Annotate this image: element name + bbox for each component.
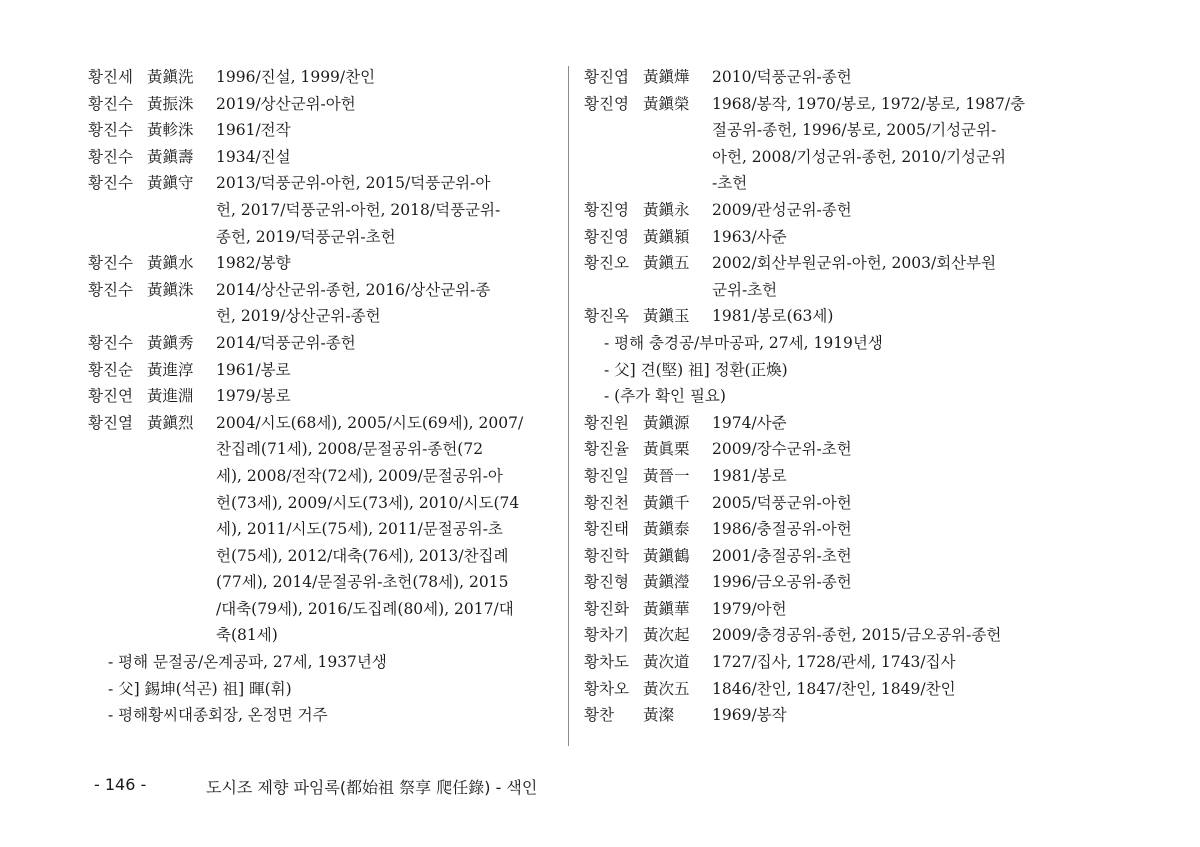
entry-name: 황차오: [584, 679, 629, 698]
entry-hanja: 黃澯: [643, 706, 675, 725]
index-entry: [88, 383, 558, 410]
record-line: /대축(79세), 2016/도집례(80세), 2017/대: [216, 599, 514, 618]
entry-name: 황진율: [584, 440, 629, 459]
entry-name: 황진연: [88, 387, 133, 406]
record-line: 1979/아헌: [712, 599, 787, 618]
entry-record: [712, 702, 1054, 729]
entry-hanja: 黃鎭華: [643, 599, 690, 618]
entry-name: 황진오: [584, 254, 629, 273]
record-line: 헌, 2017/덕풍군위-아헌, 2018/덕풍군위-: [216, 200, 501, 219]
entry-record: [712, 543, 1054, 570]
entry-hanja: 黃軫洙: [147, 121, 194, 140]
index-entry: [88, 330, 558, 357]
entry-name: 황찬: [584, 706, 614, 725]
entry-hanja: 黃次道: [643, 653, 690, 672]
record-line: 2004/시도(68세), 2005/시도(69세), 2007/: [216, 413, 524, 432]
record-line: 종헌, 2019/덕풍군위-초헌: [216, 227, 396, 246]
entry-name: 황진수: [88, 147, 133, 166]
entry-note: - 평해 문절공/온계공파, 27세, 1937년생: [108, 653, 387, 672]
entry-hanja: 黃鎭泰: [643, 520, 690, 539]
entry-name: 황진옥: [584, 307, 629, 326]
entry-hanja: 黃鎭永: [643, 200, 690, 219]
index-entry: [584, 224, 1054, 251]
entry-note: - 평해 충경공/부마공파, 27세, 1919년생: [604, 333, 883, 352]
record-line: 2009/장수군위-초헌: [712, 440, 852, 459]
index-entry: [584, 436, 1054, 463]
entry-name: 황진영: [584, 94, 629, 113]
index-entry: [88, 357, 558, 384]
record-line: 1996/금오공위-종헌: [712, 573, 852, 592]
entry-record: [712, 410, 1054, 437]
entry-record: [712, 676, 1054, 703]
index-entry: [584, 197, 1054, 224]
index-entry: [584, 64, 1054, 91]
index-entry: [584, 91, 1054, 197]
record-line: 찬집례(71세), 2008/문절공위-종헌(72: [216, 440, 484, 459]
right-column: [584, 64, 1054, 729]
record-line: 2019/상산군위-아헌: [216, 94, 356, 113]
record-line: 세), 2011/시도(75세), 2011/문절공위-초: [216, 520, 503, 539]
entry-record: [216, 250, 558, 277]
entry-hanja: 黃次起: [643, 626, 690, 645]
record-line: 1969/봉작: [712, 706, 787, 725]
entry-name: 황진영: [584, 227, 629, 246]
entry-record: [712, 622, 1054, 649]
index-entry: [88, 250, 558, 277]
entry-note: - (추가 확인 필요): [604, 387, 726, 406]
entry-name: 황진수: [88, 94, 133, 113]
record-line: 헌(73세), 2009/시도(73세), 2010/시도(74: [216, 493, 520, 512]
entry-record: [712, 224, 1054, 251]
entry-hanja: 黃鎭榮: [643, 94, 690, 113]
index-entry: [584, 410, 1054, 437]
entry-hanja: 黃鎭水: [147, 254, 194, 273]
record-line: 1961/전작: [216, 121, 291, 140]
entry-hanja: 黃鎭秀: [147, 333, 194, 352]
entry-hanja: 黃鎭源: [643, 413, 690, 432]
entry-record: [712, 649, 1054, 676]
entry-hanja: 黃鎭千: [643, 493, 690, 512]
right-entry-list-a: [584, 64, 1054, 330]
entry-name: 황진엽: [584, 68, 629, 86]
entry-note: - 평해황씨대종회장, 온정면 거주: [108, 706, 328, 725]
entry-hanja: 黃鎭燁: [643, 68, 690, 86]
index-entry: [584, 622, 1054, 649]
entry-record: [216, 117, 558, 144]
entry-hanja: 黃眞栗: [643, 440, 690, 459]
entry-hanja: 黃鎭玉: [643, 307, 690, 326]
index-entry: [88, 64, 558, 91]
entry-hanja: 黃鎭潁: [643, 227, 690, 246]
entry-record: [712, 516, 1054, 543]
entry-name: 황진수: [88, 280, 133, 299]
entry-record: [216, 64, 558, 91]
entry-hanja: 黃鎭五: [643, 254, 690, 273]
entry-hanja: 黃鎭洙: [147, 280, 194, 299]
entry-record: [712, 463, 1054, 490]
record-line: 아헌, 2008/기성군위-종헌, 2010/기성군위: [712, 147, 1006, 166]
entry-hanja: 黃鎭洗: [147, 68, 194, 86]
entry-name: 황진태: [584, 520, 629, 539]
entry-hanja: 黃振洙: [147, 94, 194, 113]
index-entry: [584, 702, 1054, 729]
record-line: 1979/봉로: [216, 387, 291, 406]
entry-record: [216, 383, 558, 410]
entry-name: 황차도: [584, 653, 629, 672]
entry-record: [216, 357, 558, 384]
record-line: 헌, 2019/상산군위-종헌: [216, 307, 381, 326]
record-line: 1981/봉로: [712, 466, 787, 485]
entry-name: 황진형: [584, 573, 629, 592]
index-entry: [88, 91, 558, 118]
record-line: 2014/덕풍군위-종헌: [216, 333, 356, 352]
record-line: 2010/덕풍군위-종헌: [712, 68, 852, 86]
entry-name: 황차기: [584, 626, 629, 645]
record-line: 2005/덕풍군위-아헌: [712, 493, 852, 512]
entry-name: 황진수: [88, 121, 133, 140]
entry-hanja: 黃鎭壽: [147, 147, 194, 166]
entry-hanja: 黃晉一: [643, 466, 690, 485]
index-entry: [88, 144, 558, 171]
index-entry: [88, 170, 558, 250]
entry-name: 황진천: [584, 493, 629, 512]
record-line: 1986/충절공위-아헌: [712, 520, 852, 539]
entry-name: 황진수: [88, 254, 133, 273]
entry-record: [216, 330, 558, 357]
left-column: [88, 64, 558, 729]
entry-hanja: 黃鎭守: [147, 174, 194, 193]
column-divider: [568, 66, 569, 746]
entry-record: [712, 91, 1054, 197]
record-line: 1996/진설, 1999/찬인: [216, 68, 376, 86]
record-line: 1981/봉로(63세): [712, 307, 834, 326]
index-entry: [584, 649, 1054, 676]
index-entry: [88, 410, 558, 649]
entry-name: 황진일: [584, 466, 629, 485]
entry-record: [712, 490, 1054, 517]
entry-record: [216, 410, 558, 649]
book-title: 도시조 제향 파임록(都始祖 祭享 爬任錄) - 색인: [206, 778, 538, 797]
record-line: -초헌: [712, 174, 748, 193]
entry-record: [216, 91, 558, 118]
entry-hanja: 黃鎭烈: [147, 413, 194, 432]
record-line: 절공위-종헌, 1996/봉로, 2005/기성군위-: [712, 121, 997, 140]
record-line: 1934/진설: [216, 147, 291, 166]
index-entry: [584, 596, 1054, 623]
entry-record: [712, 64, 1054, 91]
index-entry: [584, 490, 1054, 517]
record-line: 축(81세): [216, 626, 278, 645]
record-line: (77세), 2014/문절공위-초헌(78세), 2015: [216, 573, 509, 592]
right-entry-list-b: [584, 410, 1054, 729]
record-line: 2009/충경공위-종헌, 2015/금오공위-종헌: [712, 626, 1002, 645]
record-line: 1982/봉향: [216, 254, 291, 273]
entry-hanja: 黃次五: [643, 679, 690, 698]
entry-hanja: 黃鎭瀅: [643, 573, 690, 592]
entry-record: [216, 170, 558, 250]
record-line: 2009/관성군위-종헌: [712, 200, 852, 219]
entry-record: [216, 277, 558, 330]
record-line: 2013/덕풍군위-아헌, 2015/덕풍군위-아: [216, 174, 491, 193]
entry-record: [712, 569, 1054, 596]
index-entry: [88, 117, 558, 144]
index-entry: [584, 463, 1054, 490]
entry-record: [712, 596, 1054, 623]
record-line: 1968/봉작, 1970/봉로, 1972/봉로, 1987/충: [712, 94, 1026, 113]
entry-name: 황진세: [88, 68, 133, 86]
index-entry: [584, 569, 1054, 596]
index-entry: [584, 250, 1054, 303]
entry-name: 황진열: [88, 413, 133, 432]
record-line: 헌(75세), 2012/대축(76세), 2013/찬집례: [216, 546, 509, 565]
left-note-list: [88, 649, 558, 729]
entry-name: 황진학: [584, 546, 629, 565]
record-line: 1727/집사, 1728/관세, 1743/집사: [712, 653, 956, 672]
entry-record: [712, 197, 1054, 224]
index-entry: [584, 676, 1054, 703]
record-line: 세), 2008/전작(72세), 2009/문절공위-아: [216, 466, 503, 485]
entry-name: 황진수: [88, 333, 133, 352]
entry-note: - 父] 견(堅) 祖] 정환(正煥): [604, 360, 788, 379]
right-note-list: [584, 330, 1054, 410]
entry-record: [216, 144, 558, 171]
record-line: 1961/봉로: [216, 360, 291, 379]
entry-name: 황진화: [584, 599, 629, 618]
entry-name: 황진순: [88, 360, 133, 379]
entry-record: [712, 250, 1054, 303]
index-entry: [584, 543, 1054, 570]
record-line: 1963/사준: [712, 227, 787, 246]
record-line: 1846/찬인, 1847/찬인, 1849/찬인: [712, 679, 956, 698]
entry-record: [712, 303, 1054, 330]
entry-name: 황진원: [584, 413, 629, 432]
page-number: - 146 -: [94, 775, 147, 794]
entry-record: [712, 436, 1054, 463]
entry-hanja: 黃進淳: [147, 360, 194, 379]
record-line: 1974/사준: [712, 413, 787, 432]
entry-hanja: 黃鎭鶴: [643, 546, 690, 565]
entry-name: 황진수: [88, 174, 133, 193]
record-line: 2002/회산부원군위-아헌, 2003/회산부원: [712, 254, 997, 273]
entry-hanja: 黃進淵: [147, 387, 194, 406]
index-entry: [88, 277, 558, 330]
left-entry-list: [88, 64, 558, 649]
entry-name: 황진영: [584, 200, 629, 219]
entry-note: - 父] 錫坤(석곤) 祖] 暉(휘): [108, 679, 292, 698]
index-entry: [584, 516, 1054, 543]
record-line: 2001/충절공위-초헌: [712, 546, 852, 565]
record-line: 2014/상산군위-종헌, 2016/상산군위-종: [216, 280, 491, 299]
index-entry: [584, 303, 1054, 330]
record-line: 군위-초헌: [712, 280, 778, 299]
